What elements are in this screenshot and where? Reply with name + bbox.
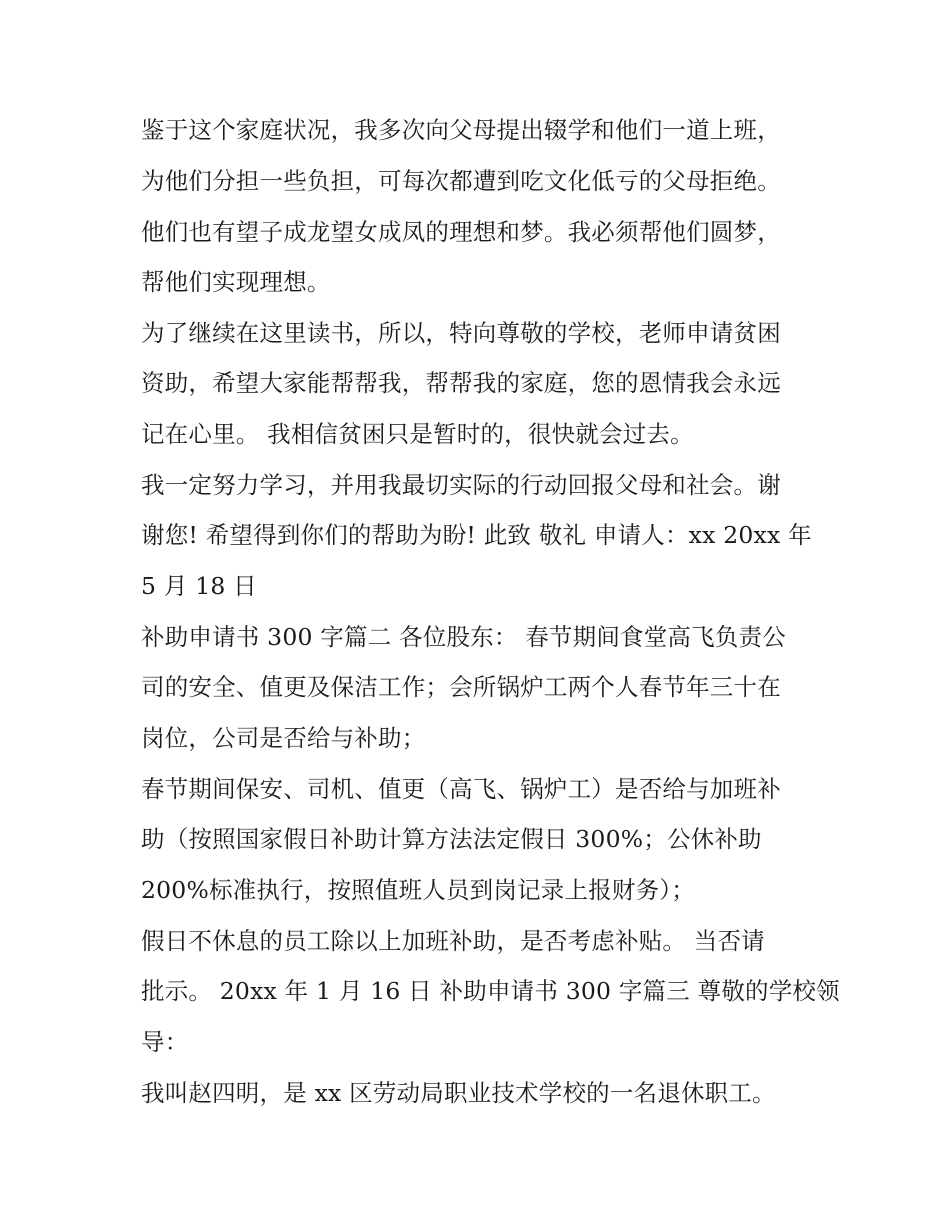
text-line: 资助，希望大家能帮帮我，帮帮我的家庭，您的恩情我会永远: [141, 369, 781, 397]
text-line: 岗位，公司是否给与补助；: [141, 724, 426, 752]
text-line: 假日不休息的员工除以上加班补助，是否考虑补贴。 当否请: [141, 927, 765, 955]
text-line: 导：: [141, 1028, 189, 1056]
text-line: 批示。 20xx 年 1 月 16 日 补助申请书 300 字篇三 尊敬的学校领: [141, 977, 840, 1005]
text-line: 补助申请书 300 字篇二 各位股东： 春节期间食堂高飞负责公: [141, 623, 786, 651]
text-line: 我叫赵四明，是 xx 区劳动局职业技术学校的一名退休职工。: [141, 1079, 776, 1107]
text-line: 为他们分担一些负担，可每次都遭到吃文化低亏的父母拒绝。: [141, 167, 781, 195]
text-line: 他们也有望子成龙望女成凤的理想和梦。我必须帮他们圆梦，: [141, 218, 781, 246]
text-line: 帮他们实现理想。: [141, 268, 331, 296]
text-line: 5 月 18 日: [141, 572, 257, 600]
text-line: 助（按照国家假日补助计算方法法定假日 300%；公休补助: [141, 825, 762, 853]
text-line: 司的安全、值更及保洁工作；会所锅炉工两个人春节年三十在: [141, 673, 781, 701]
text-line: 春节期间保安、司机、值更（高飞、锅炉工）是否给与加班补: [141, 775, 781, 803]
text-line: 鉴于这个家庭状况，我多次向父母提出辍学和他们一道上班，: [141, 116, 781, 144]
text-line: 谢您! 希望得到你们的帮助为盼! 此致 敬礼 申请人：xx 20xx 年: [141, 521, 812, 549]
text-line: 为了继续在这里读书，所以，特向尊敬的学校，老师申请贫困: [141, 319, 781, 347]
text-line: 我一定努力学习，并用我最切实际的行动回报父母和社会。谢: [141, 471, 781, 499]
text-line: 记在心里。 我相信贫困只是暂时的，很快就会过去。: [141, 420, 694, 448]
text-line: 200%标准执行，按照值班人员到岗记录上报财务）；: [141, 876, 695, 904]
